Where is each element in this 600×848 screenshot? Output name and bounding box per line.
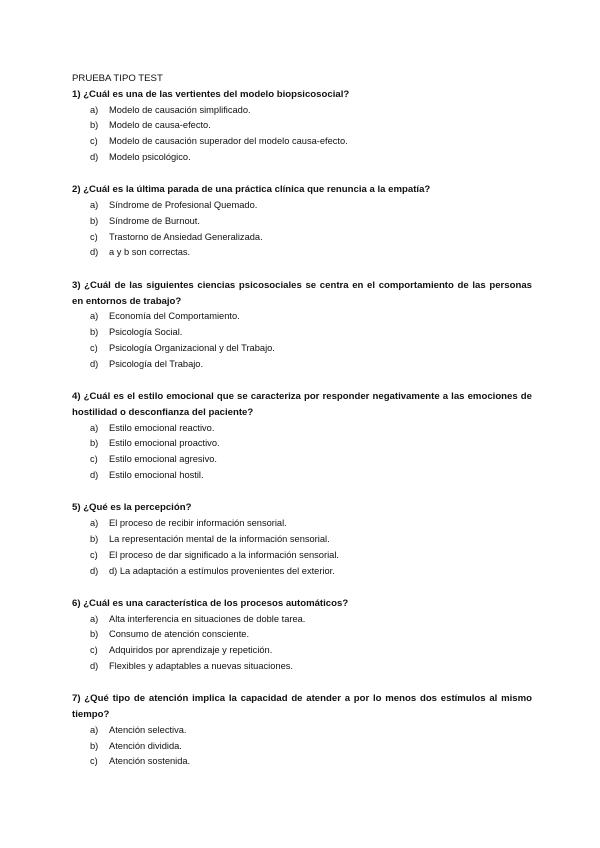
option-letter: b): [90, 629, 99, 640]
option-letter: c): [90, 454, 98, 465]
answer-options: [72, 516, 532, 579]
option-letter: a): [90, 422, 99, 433]
answer-option: [72, 612, 532, 628]
option-text: Síndrome de Profesional Quemado.: [109, 200, 258, 211]
option-letter: a): [90, 724, 99, 735]
answer-option: [72, 309, 532, 325]
option-letter: d): [90, 565, 99, 576]
answer-option: [72, 214, 532, 230]
option-letter: c): [90, 756, 98, 767]
question-text: 2) ¿Cuál es la última parada de una práctica clínica que renuncia a la empatía?: [72, 184, 431, 196]
option-text: Consumo de atención consciente.: [109, 629, 250, 640]
option-text: Estilo emocional reactivo.: [109, 422, 215, 433]
option-text: La representación mental de la información sensorial.: [109, 533, 330, 544]
option-letter: c): [90, 231, 98, 242]
answer-options: [72, 421, 532, 484]
option-text: Psicología Social.: [109, 327, 183, 338]
answer-option: [72, 103, 532, 119]
question-4: [72, 389, 532, 484]
option-letter: d): [90, 470, 99, 481]
option-text: d) La adaptación a estímulos provenientes del exterior.: [109, 565, 335, 576]
option-letter: c): [90, 136, 98, 147]
option-text: Modelo de causación superador del modelo causa-efecto.: [109, 136, 348, 147]
answer-option: [72, 452, 532, 468]
question-text: 6) ¿Cuál es una característica de los procesos automáticos?: [72, 597, 349, 609]
option-text: Modelo de causación simplificado.: [109, 104, 251, 115]
option-text: Psicología del Trabajo.: [109, 358, 204, 369]
option-letter: b): [90, 327, 99, 338]
answer-option: [72, 341, 532, 357]
answer-option: [72, 357, 532, 373]
answer-option: [72, 198, 532, 214]
answer-option: [72, 754, 532, 770]
option-text: a y b son correctas.: [109, 247, 191, 258]
option-text: Síndrome de Burnout.: [109, 215, 200, 226]
option-text: Economía del Comportamiento.: [109, 311, 240, 322]
answer-option: [72, 118, 532, 134]
answer-option: [72, 421, 532, 437]
answer-option: [72, 723, 532, 739]
option-text: Estilo emocional agresivo.: [109, 454, 217, 465]
option-letter: d): [90, 358, 99, 369]
question-text: 5) ¿Qué es la percepción?: [72, 502, 192, 514]
document-body: [72, 71, 532, 787]
option-letter: b): [90, 120, 99, 131]
question-text: 7) ¿Qué tipo de atención implica la capacidad de atender a por lo menos dos estímulos al mismo tiempo?: [72, 693, 532, 721]
answer-option: [72, 325, 532, 341]
answer-option: [72, 134, 532, 150]
option-text: Modelo de causa-efecto.: [109, 120, 211, 131]
option-text: Trastorno de Ansiedad Generalizada.: [109, 231, 263, 242]
question-5: [72, 500, 532, 579]
option-text: Adquiridos por aprendizaje y repetición.: [109, 645, 273, 656]
question-text: 4) ¿Cuál es el estilo emocional que se caracteriza por responder negativamente a las emociones de hostilidad o desconfianza del paciente?: [72, 391, 532, 418]
answer-option: [72, 643, 532, 659]
answer-option: [72, 532, 532, 548]
answer-option: [72, 468, 532, 484]
option-letter: a): [90, 311, 99, 322]
option-letter: a): [90, 104, 99, 115]
option-text: Atención dividida.: [109, 740, 182, 751]
answer-options: [72, 612, 532, 675]
answer-option: [72, 627, 532, 643]
option-text: Alta interferencia en situaciones de doble tarea.: [109, 613, 306, 624]
answer-option: [72, 436, 532, 452]
option-text: Estilo emocional proactivo.: [109, 438, 220, 449]
option-letter: b): [90, 215, 99, 226]
answer-option: [72, 150, 532, 166]
answer-options: [72, 309, 532, 372]
option-text: Estilo emocional hostil.: [109, 470, 204, 481]
option-text: El proceso de dar significado a la información sensorial.: [109, 549, 339, 560]
option-letter: c): [90, 549, 98, 560]
option-text: Modelo psicológico.: [109, 151, 191, 162]
option-letter: d): [90, 151, 99, 162]
option-letter: a): [90, 200, 99, 211]
option-letter: b): [90, 533, 99, 544]
answer-option: [72, 659, 532, 675]
question-6: [72, 596, 532, 675]
answer-option: [72, 230, 532, 246]
answer-option: [72, 739, 532, 755]
option-letter: a): [90, 518, 99, 529]
option-letter: c): [90, 645, 98, 656]
option-letter: b): [90, 740, 99, 751]
option-text: Psicología Organizacional y del Trabajo.: [109, 342, 275, 353]
option-text: El proceso de recibir información sensorial.: [109, 518, 287, 529]
question-text: 1) ¿Cuál es una de las vertientes del modelo biopsicosocial?: [72, 88, 350, 100]
option-letter: c): [90, 342, 98, 353]
option-letter: d): [90, 661, 99, 671]
answer-option: [72, 516, 532, 532]
option-text: Flexibles y adaptables a nuevas situaciones.: [109, 661, 293, 671]
option-text: Atención selectiva.: [109, 724, 187, 735]
question-1: [72, 87, 532, 166]
question-list: [72, 87, 532, 770]
option-letter: a): [90, 613, 99, 624]
question-text: 3) ¿Cuál de las siguientes ciencias psicosociales se centra en el comportamiento de las personas en entornos de trabajo?: [72, 279, 532, 307]
option-letter: d): [90, 247, 99, 258]
option-text: Atención sostenida.: [109, 756, 191, 767]
question-7: [72, 691, 532, 770]
option-letter: b): [90, 438, 99, 449]
answer-options: [72, 723, 532, 770]
answer-option: [72, 564, 532, 580]
answer-options: [72, 103, 532, 166]
document-title: PRUEBA TIPO TEST: [72, 73, 163, 84]
question-2: [72, 182, 532, 261]
question-3: [72, 278, 532, 373]
answer-option: [72, 548, 532, 564]
answer-options: [72, 198, 532, 261]
answer-option: [72, 245, 532, 261]
